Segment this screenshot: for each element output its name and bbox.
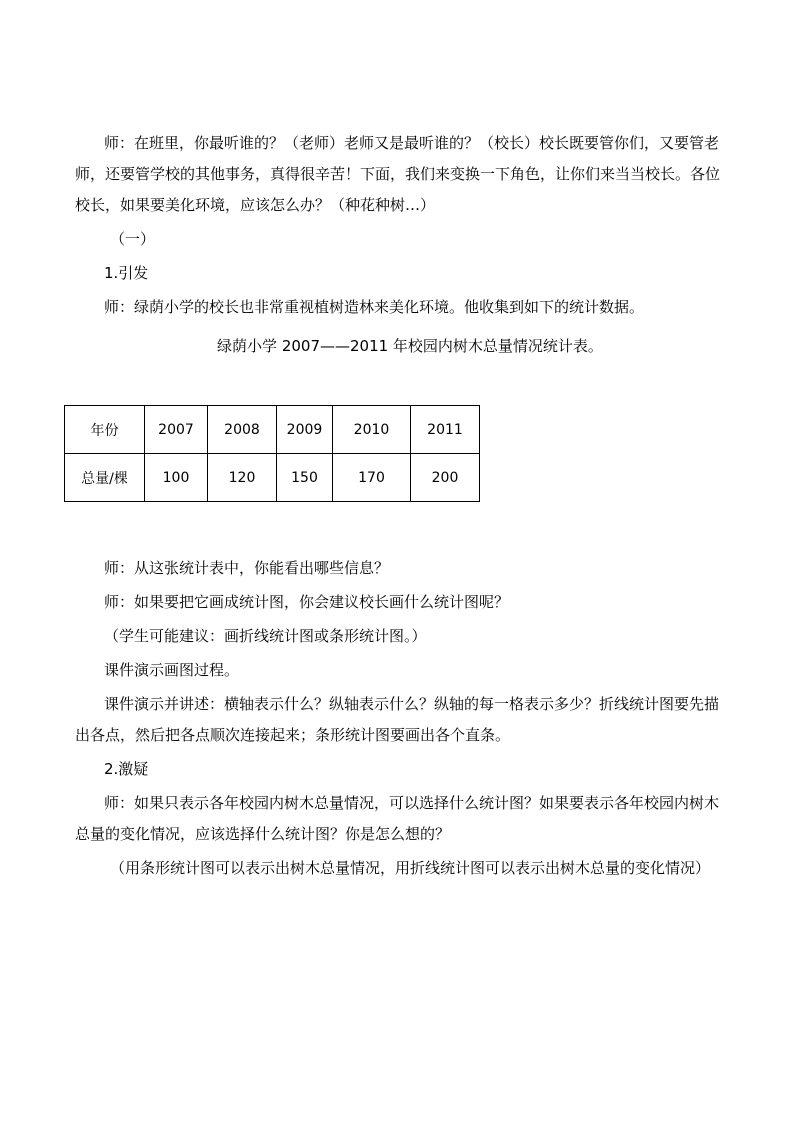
paragraph-answer: （用条形统计图可以表示出树木总量情况，用折线统计图可以表示出树木总量的变化情况） bbox=[110, 859, 711, 877]
heading-yinfa: 1.引发 bbox=[104, 264, 149, 282]
paragraph-demo: 课件演示画图过程。 bbox=[104, 661, 240, 679]
table-cell-value: 120 bbox=[208, 454, 277, 502]
heading-jiyi: 2.激疑 bbox=[104, 760, 149, 778]
paragraph-question-choice: 师：如果只表示各年校园内树木总量情况，可以选择什么统计图？如果要表示各年校园内树木总量的变化情况，应该选择什么统计图？你是怎么想的？ bbox=[75, 794, 720, 843]
paragraph-demo-explain: 课件演示并讲述：横轴表示什么？纵轴表示什么？纵轴的每一格表示多少？折线统计图要先描出各点，然后把各点顺次连接起来；条形统计图要画出各个直条。 bbox=[75, 695, 720, 744]
table-row-totals bbox=[65, 454, 480, 502]
paragraph-question-chart: 师：如果要把它画成统计图，你会建议校长画什么统计图呢？ bbox=[104, 593, 510, 611]
tree-statistics-table bbox=[64, 405, 480, 502]
paragraph-intro: 师：在班里，你最听谁的？（老师）老师又是最听谁的？（校长）校长既要管你们，又要管老师，还要管学校的其他事务，真得很辛苦！下面，我们来变换一下角色，让你们来当当校长。各位校长，如果要美化环境，应该怎么办？（种花种树…） bbox=[75, 134, 721, 214]
section-marker: （一） bbox=[110, 230, 156, 248]
paragraph-question-info: 师：从这张统计表中，你能看出哪些信息？ bbox=[104, 559, 390, 577]
table-cell-year: 2009 bbox=[277, 406, 333, 454]
table-row-years bbox=[65, 406, 480, 454]
paragraph-principal-data: 师：绿荫小学的校长也非常重视植树造林来美化环境。他收集到如下的统计数据。 bbox=[104, 298, 645, 316]
table-cell-year: 2011 bbox=[411, 406, 480, 454]
paragraph-student-suggestion: （学生可能建议：画折线统计图或条形统计图。） bbox=[104, 627, 427, 645]
table-cell-year: 2008 bbox=[208, 406, 277, 454]
table-caption: 绿荫小学 2007——2011 年校园内树木总量情况统计表。 bbox=[217, 337, 603, 355]
table-cell-value: 200 bbox=[411, 454, 480, 502]
table-cell-value: 170 bbox=[333, 454, 411, 502]
bottom-text-block bbox=[75, 553, 725, 884]
table-cell-year: 2007 bbox=[145, 406, 208, 454]
table-cell-value: 100 bbox=[145, 454, 208, 502]
table-row-label: 总量/棵 bbox=[65, 454, 145, 502]
table-cell-year: 2010 bbox=[333, 406, 411, 454]
table-cell-value: 150 bbox=[277, 454, 333, 502]
top-text-block bbox=[75, 128, 725, 362]
table-header-label: 年份 bbox=[65, 406, 145, 454]
